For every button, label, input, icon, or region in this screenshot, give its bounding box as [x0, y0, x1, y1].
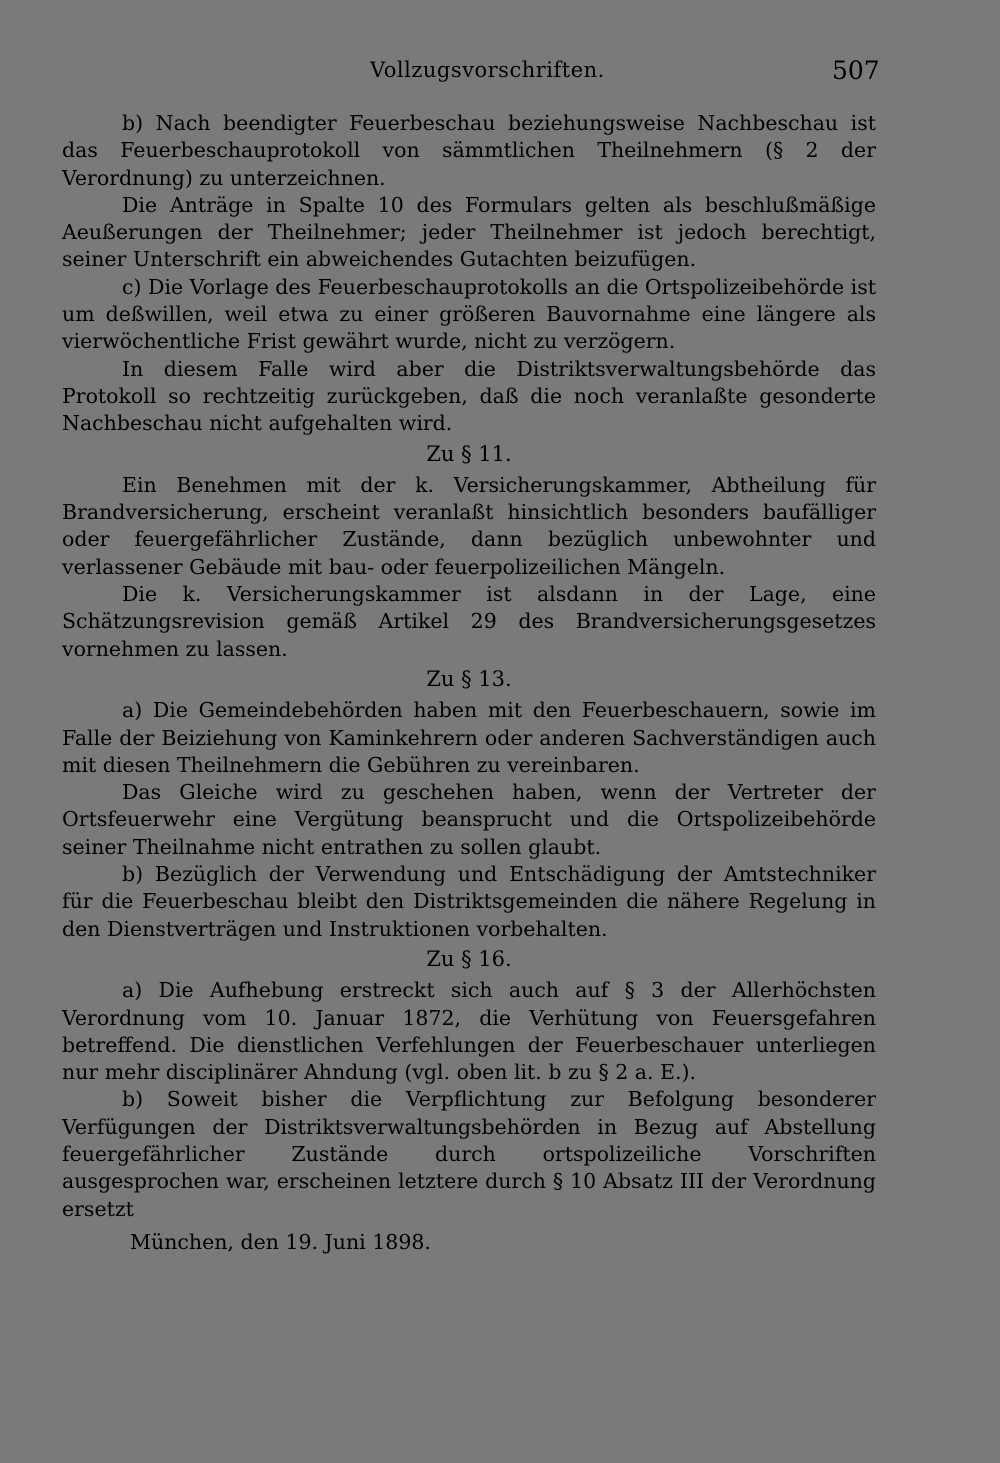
paragraph-b-orders: b) Soweit bisher die Verpflichtung zur Befolgung besonderer Verfügungen der Distriktsverwaltungsbehörden in Bezug auf Abstellung feuergefährlicher Zustände durch ortspolizeiliche Vorschriften ausgesprochen war, erscheinen letztere durch § 10 Absatz III der Verordnung ersetzt [62, 1087, 876, 1221]
paragraph-a-repeal: a) Die Aufhebung erstreckt sich auch auf § 3 der Allerhöchsten Verordnung vom 10. Januar 1872, die Verhütung von Feuersgefahren betreffend. Die dienstlichen Verfehlungen der Feuerbeschauer unterliegen nur mehr disciplinärer Ahndung (vgl. oben lit. b zu § 2 a. E.). [62, 978, 876, 1085]
paragraph-insurance-chamber: Ein Benehmen mit der k. Versicherungskammer, Abtheilung für Brandversicherung, erscheint veranlaßt hinsichtlich besonders baufälliger oder feuergefährlicher Zustände, dann bezüglich unbewohnter und verlassener Gebäude mit bau- oder feuerpolizeilichen Mängeln. [62, 472, 876, 579]
section-heading-16: Zu § 16. [426, 946, 512, 971]
page-header [0, 56, 1000, 88]
paragraph-b-technicians: b) Bezüglich der Verwendung und Entschädigung der Amtstechniker für die Feuerbeschau bleibt den Distriktsgemeinden die nähere Regelung in den Dienstverträgen und Instruktionen vorbehalten. [62, 862, 876, 941]
section-heading-13: Zu § 13. [426, 666, 512, 691]
paragraph-revision: Die k. Versicherungskammer ist alsdann in der Lage, eine Schätzungsrevision gemäß Artikel 29 des Brandversicherungsgesetzes vornehmen zu lassen. [62, 582, 876, 661]
paragraph-district-authority: In diesem Falle wird aber die Distriktsverwaltungsbehörde das Protokoll so rechtzeitig zurückgeben, daß die noch veranlaßte gesonderte Nachbeschau nicht aufgehalten wird. [62, 356, 876, 436]
section-heading-11: Zu § 11. [426, 441, 512, 466]
paragraph-c-protocol-submission: c) Die Vorlage des Feuerbeschauprotokolls an die Ortspolizeibehörde ist um deßwillen, weil etwa zu einer größeren Bauvornahme eine längere als vierwöchentliche Frist gewährt wurde, nicht zu verzögern. [62, 274, 876, 354]
paragraph-fire-brigade: Das Gleiche wird zu geschehen haben, wenn der Vertreter der Ortsfeuerwehr eine Vergütung beansprucht und die Ortspolizeibehörde seiner Theilnahme nicht entrathen zu sollen glaubt. [62, 780, 876, 859]
running-head: Vollzugsvorschriften. [370, 58, 605, 82]
page-number: 507 [832, 56, 880, 85]
document-body [62, 110, 876, 1256]
paragraph-b-protocol-signing: b) Nach beendigter Feuerbeschau beziehungsweise Nachbeschau ist das Feuerbeschauprotokoll von sämmtlichen Theilnehmern (§ 2 der Verordnung) zu unterzeichnen. [62, 111, 876, 190]
paragraph-spalte-10: Die Anträge in Spalte 10 des Formulars gelten als beschlußmäßige Aeußerungen der Theilnehmer; jeder Theilnehmer ist jedoch berechtigt, seiner Unterschrift ein abweichendes Gutachten beizufügen. [62, 192, 876, 272]
paragraph-a-fees: a) Die Gemeindebehörden haben mit den Feuerbeschauern, sowie im Falle der Beiziehung von Kaminkehrern oder anderen Sachverständigen auch mit diesen Theilnehmern die Gebühren zu vereinbaren. [62, 698, 876, 777]
date-line: München, den 19. Juni 1898. [130, 1229, 431, 1254]
